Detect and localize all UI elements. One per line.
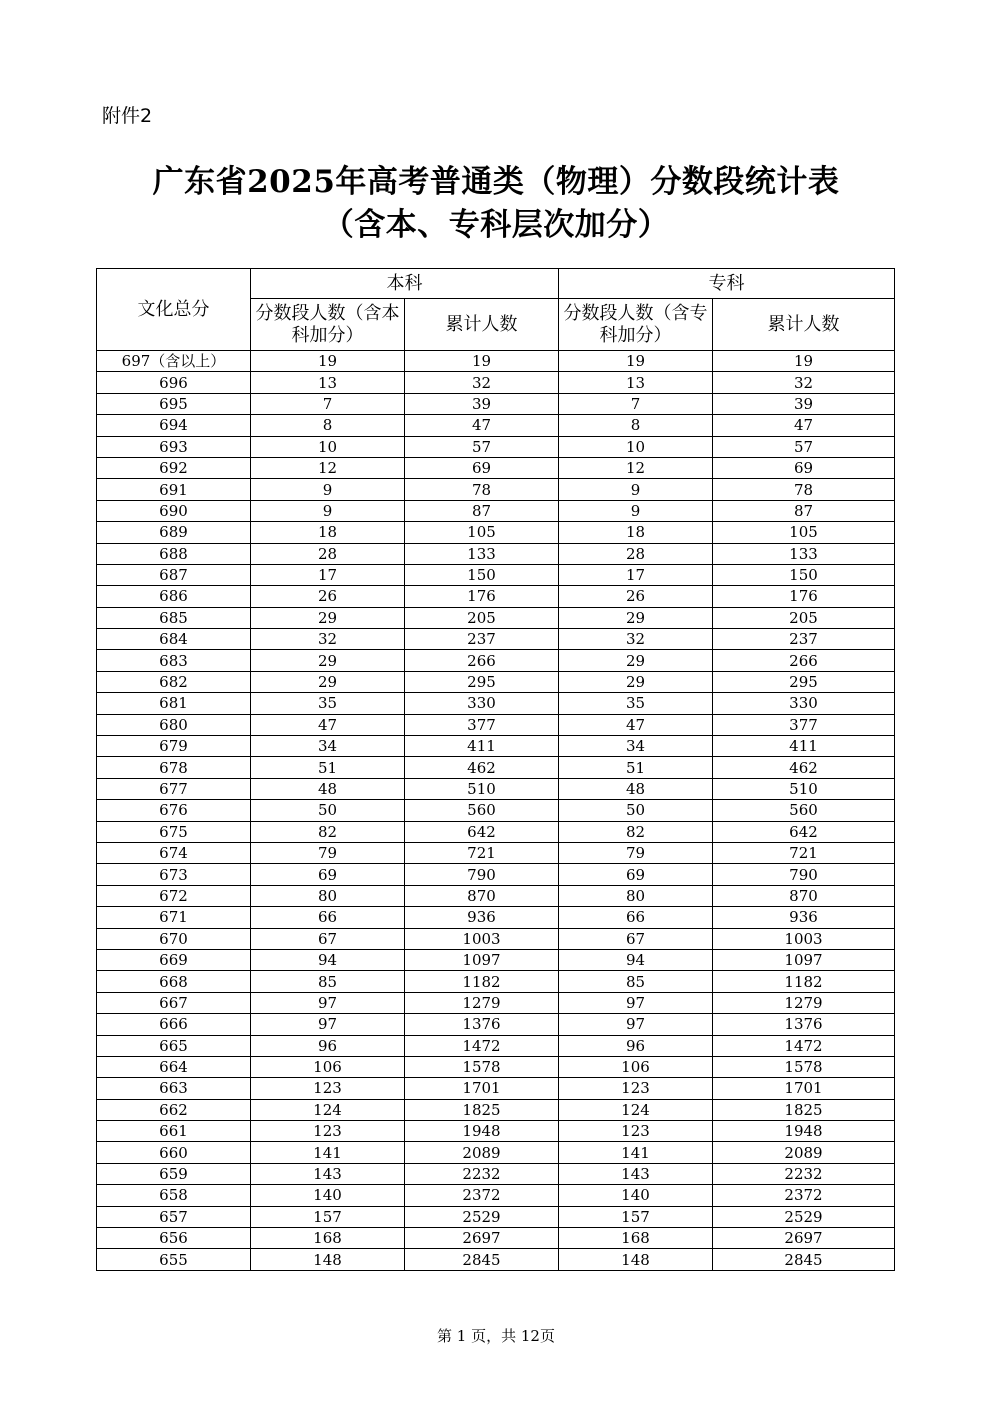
cell-zhuanke-cumulative: 133 <box>713 543 895 564</box>
cell-zhuanke-count: 12 <box>559 457 713 478</box>
cell-score: 692 <box>97 457 251 478</box>
cell-benke-cumulative: 1182 <box>405 971 559 992</box>
cell-zhuanke-cumulative: 32 <box>713 372 895 393</box>
cell-benke-count: 96 <box>251 1035 405 1056</box>
cell-benke-cumulative: 1578 <box>405 1056 559 1077</box>
cell-score: 670 <box>97 928 251 949</box>
cell-benke-cumulative: 2089 <box>405 1142 559 1163</box>
cell-benke-count: 35 <box>251 693 405 714</box>
cell-benke-cumulative: 721 <box>405 842 559 863</box>
cell-benke-count: 9 <box>251 500 405 521</box>
cell-zhuanke-count: 8 <box>559 415 713 436</box>
table-row <box>97 949 895 970</box>
cell-benke-cumulative: 560 <box>405 800 559 821</box>
cell-zhuanke-count: 50 <box>559 800 713 821</box>
cell-score: 696 <box>97 372 251 393</box>
cell-zhuanke-cumulative: 2529 <box>713 1206 895 1227</box>
cell-zhuanke-cumulative: 57 <box>713 436 895 457</box>
cell-zhuanke-cumulative: 1701 <box>713 1078 895 1099</box>
cell-score: 664 <box>97 1056 251 1077</box>
cell-zhuanke-count: 79 <box>559 842 713 863</box>
cell-zhuanke-count: 7 <box>559 393 713 414</box>
cell-benke-count: 29 <box>251 650 405 671</box>
cell-benke-count: 7 <box>251 393 405 414</box>
cell-benke-count: 148 <box>251 1249 405 1270</box>
cell-benke-count: 97 <box>251 1014 405 1035</box>
cell-benke-cumulative: 1472 <box>405 1035 559 1056</box>
cell-zhuanke-count: 48 <box>559 778 713 799</box>
cell-zhuanke-cumulative: 1948 <box>713 1121 895 1142</box>
cell-benke-cumulative: 1948 <box>405 1121 559 1142</box>
cell-benke-count: 29 <box>251 671 405 692</box>
cell-zhuanke-count: 123 <box>559 1121 713 1142</box>
cell-zhuanke-cumulative: 237 <box>713 629 895 650</box>
cell-zhuanke-count: 51 <box>559 757 713 778</box>
cell-score: 668 <box>97 971 251 992</box>
cell-benke-count: 123 <box>251 1121 405 1142</box>
cell-zhuanke-count: 35 <box>559 693 713 714</box>
cell-benke-count: 8 <box>251 415 405 436</box>
table-row <box>97 1249 895 1270</box>
table-row <box>97 586 895 607</box>
cell-zhuanke-cumulative: 642 <box>713 821 895 842</box>
cell-score: 691 <box>97 479 251 500</box>
table-row <box>97 607 895 628</box>
cell-score: 685 <box>97 607 251 628</box>
cell-zhuanke-cumulative: 1578 <box>713 1056 895 1077</box>
cell-zhuanke-cumulative: 105 <box>713 522 895 543</box>
table-row <box>97 778 895 799</box>
cell-score: 666 <box>97 1014 251 1035</box>
cell-zhuanke-cumulative: 205 <box>713 607 895 628</box>
cell-score: 655 <box>97 1249 251 1270</box>
table-row <box>97 1206 895 1227</box>
header-group-benke: 本科 <box>251 269 559 299</box>
cell-zhuanke-count: 29 <box>559 607 713 628</box>
cell-zhuanke-count: 97 <box>559 992 713 1013</box>
cell-zhuanke-cumulative: 1376 <box>713 1014 895 1035</box>
cell-score: 675 <box>97 821 251 842</box>
cell-zhuanke-cumulative: 87 <box>713 500 895 521</box>
cell-benke-cumulative: 87 <box>405 500 559 521</box>
table-row <box>97 971 895 992</box>
cell-zhuanke-cumulative: 295 <box>713 671 895 692</box>
cell-zhuanke-cumulative: 330 <box>713 693 895 714</box>
table-row <box>97 436 895 457</box>
table-body <box>97 351 895 1271</box>
cell-zhuanke-count: 10 <box>559 436 713 457</box>
cell-benke-cumulative: 19 <box>405 351 559 372</box>
cell-zhuanke-count: 141 <box>559 1142 713 1163</box>
cell-zhuanke-cumulative: 176 <box>713 586 895 607</box>
cell-score: 667 <box>97 992 251 1013</box>
cell-benke-count: 79 <box>251 842 405 863</box>
cell-zhuanke-count: 124 <box>559 1099 713 1120</box>
cell-zhuanke-cumulative: 2232 <box>713 1163 895 1184</box>
cell-benke-count: 69 <box>251 864 405 885</box>
cell-score: 683 <box>97 650 251 671</box>
cell-benke-count: 48 <box>251 778 405 799</box>
cell-score: 676 <box>97 800 251 821</box>
table-row <box>97 714 895 735</box>
table-row <box>97 693 895 714</box>
cell-zhuanke-count: 85 <box>559 971 713 992</box>
cell-score: 682 <box>97 671 251 692</box>
cell-score: 677 <box>97 778 251 799</box>
cell-zhuanke-cumulative: 462 <box>713 757 895 778</box>
cell-benke-cumulative: 47 <box>405 415 559 436</box>
cell-zhuanke-cumulative: 936 <box>713 907 895 928</box>
table-row <box>97 928 895 949</box>
cell-benke-count: 32 <box>251 629 405 650</box>
cell-zhuanke-count: 29 <box>559 650 713 671</box>
cell-zhuanke-count: 123 <box>559 1078 713 1099</box>
table-row <box>97 650 895 671</box>
cell-benke-cumulative: 69 <box>405 457 559 478</box>
cell-benke-cumulative: 462 <box>405 757 559 778</box>
cell-benke-count: 143 <box>251 1163 405 1184</box>
cell-score: 689 <box>97 522 251 543</box>
cell-score: 695 <box>97 393 251 414</box>
cell-zhuanke-count: 18 <box>559 522 713 543</box>
table-row <box>97 415 895 436</box>
cell-benke-count: 29 <box>251 607 405 628</box>
cell-benke-cumulative: 133 <box>405 543 559 564</box>
cell-zhuanke-count: 143 <box>559 1163 713 1184</box>
cell-benke-count: 67 <box>251 928 405 949</box>
cell-score: 686 <box>97 586 251 607</box>
cell-benke-cumulative: 39 <box>405 393 559 414</box>
cell-benke-count: 80 <box>251 885 405 906</box>
table-row <box>97 1185 895 1206</box>
cell-score: 663 <box>97 1078 251 1099</box>
attachment-label: 附件2 <box>102 105 153 127</box>
page-footer: 第 1 页，共 12页 <box>437 1327 555 1345</box>
cell-benke-cumulative: 1825 <box>405 1099 559 1120</box>
cell-benke-cumulative: 237 <box>405 629 559 650</box>
cell-benke-cumulative: 105 <box>405 522 559 543</box>
cell-zhuanke-count: 17 <box>559 564 713 585</box>
document-subtitle: （含本、专科层次加分） <box>322 207 670 243</box>
cell-score: 661 <box>97 1121 251 1142</box>
cell-zhuanke-count: 97 <box>559 1014 713 1035</box>
table-row <box>97 1121 895 1142</box>
cell-benke-count: 157 <box>251 1206 405 1227</box>
cell-benke-cumulative: 57 <box>405 436 559 457</box>
cell-benke-cumulative: 870 <box>405 885 559 906</box>
header-benke-cumulative: 累计人数 <box>405 299 559 351</box>
table-row <box>97 564 895 585</box>
cell-benke-count: 123 <box>251 1078 405 1099</box>
table-row <box>97 992 895 1013</box>
cell-score: 660 <box>97 1142 251 1163</box>
cell-score: 678 <box>97 757 251 778</box>
table-row <box>97 907 895 928</box>
cell-benke-cumulative: 32 <box>405 372 559 393</box>
cell-zhuanke-count: 66 <box>559 907 713 928</box>
table-row <box>97 1078 895 1099</box>
cell-benke-count: 124 <box>251 1099 405 1120</box>
cell-benke-cumulative: 377 <box>405 714 559 735</box>
cell-benke-count: 85 <box>251 971 405 992</box>
cell-benke-count: 140 <box>251 1185 405 1206</box>
cell-zhuanke-cumulative: 1097 <box>713 949 895 970</box>
table-row <box>97 1142 895 1163</box>
cell-benke-cumulative: 176 <box>405 586 559 607</box>
header-zhuanke-cumulative: 累计人数 <box>713 299 895 351</box>
cell-benke-count: 66 <box>251 907 405 928</box>
cell-score: 680 <box>97 714 251 735</box>
table-row <box>97 1056 895 1077</box>
table-row <box>97 842 895 863</box>
cell-benke-cumulative: 1376 <box>405 1014 559 1035</box>
table-row <box>97 757 895 778</box>
cell-score: 656 <box>97 1228 251 1249</box>
cell-zhuanke-count: 96 <box>559 1035 713 1056</box>
cell-zhuanke-cumulative: 2845 <box>713 1249 895 1270</box>
cell-zhuanke-count: 32 <box>559 629 713 650</box>
cell-benke-cumulative: 1097 <box>405 949 559 970</box>
cell-score: 679 <box>97 736 251 757</box>
table-row <box>97 885 895 906</box>
cell-zhuanke-cumulative: 1279 <box>713 992 895 1013</box>
cell-zhuanke-cumulative: 2372 <box>713 1185 895 1206</box>
cell-score: 684 <box>97 629 251 650</box>
cell-zhuanke-cumulative: 2089 <box>713 1142 895 1163</box>
table-row <box>97 457 895 478</box>
cell-benke-cumulative: 2697 <box>405 1228 559 1249</box>
header-group-zhuanke: 专科 <box>559 269 895 299</box>
cell-zhuanke-cumulative: 1003 <box>713 928 895 949</box>
cell-zhuanke-count: 140 <box>559 1185 713 1206</box>
table-row <box>97 543 895 564</box>
cell-score: 693 <box>97 436 251 457</box>
cell-benke-count: 51 <box>251 757 405 778</box>
cell-zhuanke-count: 148 <box>559 1249 713 1270</box>
cell-benke-cumulative: 78 <box>405 479 559 500</box>
cell-score: 665 <box>97 1035 251 1056</box>
cell-zhuanke-count: 9 <box>559 479 713 500</box>
cell-benke-cumulative: 2232 <box>405 1163 559 1184</box>
cell-score: 688 <box>97 543 251 564</box>
table-row <box>97 629 895 650</box>
cell-benke-count: 97 <box>251 992 405 1013</box>
cell-zhuanke-cumulative: 150 <box>713 564 895 585</box>
table-row <box>97 351 895 372</box>
cell-benke-cumulative: 2372 <box>405 1185 559 1206</box>
cell-zhuanke-count: 82 <box>559 821 713 842</box>
cell-score: 687 <box>97 564 251 585</box>
cell-zhuanke-cumulative: 870 <box>713 885 895 906</box>
cell-benke-count: 18 <box>251 522 405 543</box>
table-row <box>97 393 895 414</box>
cell-zhuanke-count: 106 <box>559 1056 713 1077</box>
cell-benke-count: 19 <box>251 351 405 372</box>
cell-zhuanke-cumulative: 1472 <box>713 1035 895 1056</box>
cell-zhuanke-cumulative: 78 <box>713 479 895 500</box>
cell-zhuanke-count: 67 <box>559 928 713 949</box>
cell-benke-count: 13 <box>251 372 405 393</box>
cell-zhuanke-cumulative: 2697 <box>713 1228 895 1249</box>
table-row <box>97 1228 895 1249</box>
cell-zhuanke-cumulative: 47 <box>713 415 895 436</box>
cell-score: 658 <box>97 1185 251 1206</box>
cell-benke-cumulative: 205 <box>405 607 559 628</box>
cell-score: 659 <box>97 1163 251 1184</box>
cell-benke-cumulative: 330 <box>405 693 559 714</box>
cell-score: 681 <box>97 693 251 714</box>
cell-zhuanke-count: 47 <box>559 714 713 735</box>
cell-benke-cumulative: 1279 <box>405 992 559 1013</box>
cell-benke-count: 94 <box>251 949 405 970</box>
cell-zhuanke-count: 157 <box>559 1206 713 1227</box>
table-row <box>97 372 895 393</box>
table-row <box>97 800 895 821</box>
cell-zhuanke-count: 69 <box>559 864 713 885</box>
cell-zhuanke-cumulative: 19 <box>713 351 895 372</box>
cell-zhuanke-count: 28 <box>559 543 713 564</box>
table-row <box>97 500 895 521</box>
cell-zhuanke-count: 9 <box>559 500 713 521</box>
cell-zhuanke-cumulative: 560 <box>713 800 895 821</box>
cell-benke-cumulative: 642 <box>405 821 559 842</box>
cell-benke-count: 168 <box>251 1228 405 1249</box>
cell-benke-cumulative: 295 <box>405 671 559 692</box>
cell-benke-count: 47 <box>251 714 405 735</box>
cell-benke-count: 10 <box>251 436 405 457</box>
cell-zhuanke-cumulative: 377 <box>713 714 895 735</box>
cell-zhuanke-cumulative: 39 <box>713 393 895 414</box>
cell-score: 697（含以上） <box>97 351 251 372</box>
cell-benke-count: 12 <box>251 457 405 478</box>
cell-zhuanke-cumulative: 69 <box>713 457 895 478</box>
cell-benke-count: 50 <box>251 800 405 821</box>
table-row <box>97 1099 895 1120</box>
cell-zhuanke-cumulative: 266 <box>713 650 895 671</box>
cell-zhuanke-count: 168 <box>559 1228 713 1249</box>
cell-benke-count: 28 <box>251 543 405 564</box>
cell-score: 662 <box>97 1099 251 1120</box>
cell-benke-cumulative: 936 <box>405 907 559 928</box>
table-row <box>97 671 895 692</box>
cell-benke-cumulative: 1701 <box>405 1078 559 1099</box>
cell-score: 674 <box>97 842 251 863</box>
cell-zhuanke-count: 80 <box>559 885 713 906</box>
table-row <box>97 736 895 757</box>
table-row <box>97 1035 895 1056</box>
cell-benke-cumulative: 2845 <box>405 1249 559 1270</box>
cell-score: 671 <box>97 907 251 928</box>
cell-zhuanke-cumulative: 721 <box>713 842 895 863</box>
cell-benke-cumulative: 150 <box>405 564 559 585</box>
cell-score: 694 <box>97 415 251 436</box>
header-benke-count: 分数段人数（含本科加分） <box>251 299 405 351</box>
cell-score: 669 <box>97 949 251 970</box>
cell-benke-count: 82 <box>251 821 405 842</box>
header-zhuanke-count: 分数段人数（含专科加分） <box>559 299 713 351</box>
header-score: 文化总分 <box>97 269 251 351</box>
table-row <box>97 821 895 842</box>
table-row <box>97 1163 895 1184</box>
cell-benke-count: 17 <box>251 564 405 585</box>
cell-benke-cumulative: 411 <box>405 736 559 757</box>
cell-zhuanke-count: 13 <box>559 372 713 393</box>
cell-zhuanke-cumulative: 411 <box>713 736 895 757</box>
score-distribution-table <box>96 268 895 1271</box>
cell-zhuanke-cumulative: 510 <box>713 778 895 799</box>
cell-zhuanke-cumulative: 1182 <box>713 971 895 992</box>
cell-zhuanke-count: 94 <box>559 949 713 970</box>
cell-zhuanke-cumulative: 1825 <box>713 1099 895 1120</box>
cell-benke-count: 26 <box>251 586 405 607</box>
cell-zhuanke-count: 26 <box>559 586 713 607</box>
cell-zhuanke-count: 19 <box>559 351 713 372</box>
cell-benke-cumulative: 510 <box>405 778 559 799</box>
document-title: 广东省2025年高考普通类（物理）分数段统计表 <box>152 164 840 200</box>
cell-zhuanke-cumulative: 790 <box>713 864 895 885</box>
cell-benke-count: 106 <box>251 1056 405 1077</box>
table-row <box>97 1014 895 1035</box>
cell-benke-count: 34 <box>251 736 405 757</box>
table-row <box>97 864 895 885</box>
cell-benke-count: 141 <box>251 1142 405 1163</box>
cell-zhuanke-count: 34 <box>559 736 713 757</box>
table-row <box>97 479 895 500</box>
cell-benke-cumulative: 266 <box>405 650 559 671</box>
table-row <box>97 522 895 543</box>
cell-benke-cumulative: 2529 <box>405 1206 559 1227</box>
cell-score: 672 <box>97 885 251 906</box>
cell-score: 673 <box>97 864 251 885</box>
cell-benke-cumulative: 790 <box>405 864 559 885</box>
cell-score: 657 <box>97 1206 251 1227</box>
cell-benke-cumulative: 1003 <box>405 928 559 949</box>
cell-score: 690 <box>97 500 251 521</box>
cell-benke-count: 9 <box>251 479 405 500</box>
cell-zhuanke-count: 29 <box>559 671 713 692</box>
